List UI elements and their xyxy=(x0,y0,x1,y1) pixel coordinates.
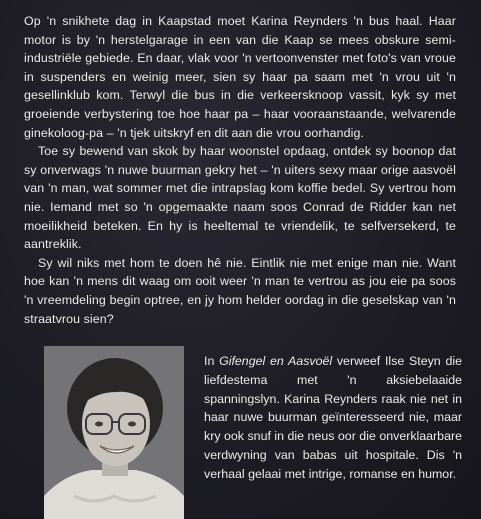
author-photo xyxy=(44,346,184,519)
author-blurb xyxy=(204,352,462,484)
intro-paragraph: Op 'n snikhete dag in Kaapstad moet Karina Reynders 'n bus haal. Haar motor is by 'n herstelgarage in een van die Kaap se mees obskure semi-industriële gebiede. En daar, vlak voor 'n vertoonvenster met foto's van vroue in suspenders en weinig meer, sien sy haar pa saam met 'n vrou uit 'n gesellinklub kom. Terwyl die bus in die verkeersknoop vassit, kyk sy met groeiende verbystering toe hoe haar pa – haar vooraanstaande, welvarende ginekoloog-pa – 'n tjek uitskryf en dit aan die vrou oorhandig. xyxy=(24,14,456,140)
blurb-suffix: verweef Ilse Steyn die liefdestema met 'n aksiebelaaide spanningslyn. Karina Reynders raak nie net in haar nuwe buurman geïnteresseerd nie, maar kry ook snuf in die neus oor die onverklaarbare verdwyning van babas uit hospitale. Dis 'n verhaal gelaai met intrige, romanse en humor. xyxy=(204,354,462,481)
second-paragraph: Toe sy bewend van skok by haar woonstel opdaag, ontdek sy boonop dat sy onverwags 'n nuwe buurman gekry het – 'n uiters sexy maar orige aasvoël van 'n man, wat sommer met die intrapslag kom koffie bedel. Sy vertrou hom nie. Iemand met so 'n opgemaakte naam soos Conrad de Ridder kan net moeilikheid beteken. En hy is heeltemal te vriendelik, te selfversekerd, te aantreklik. xyxy=(24,144,456,252)
third-paragraph: Sy wil niks met hom te doen hê nie. Eintlik nie met enige man nie. Want hoe kan 'n mens dit waag om ooit weer 'n man te vertrou as jou eie pa soos 'n vreemdeling begin optree, en jy hom helder oordag in die geselskap van 'n straatvrou sien? xyxy=(24,255,456,326)
synopsis-text xyxy=(24,12,456,328)
book-title: Gifengel en Aasvoël xyxy=(219,354,333,368)
blurb-prefix: In xyxy=(204,354,220,368)
